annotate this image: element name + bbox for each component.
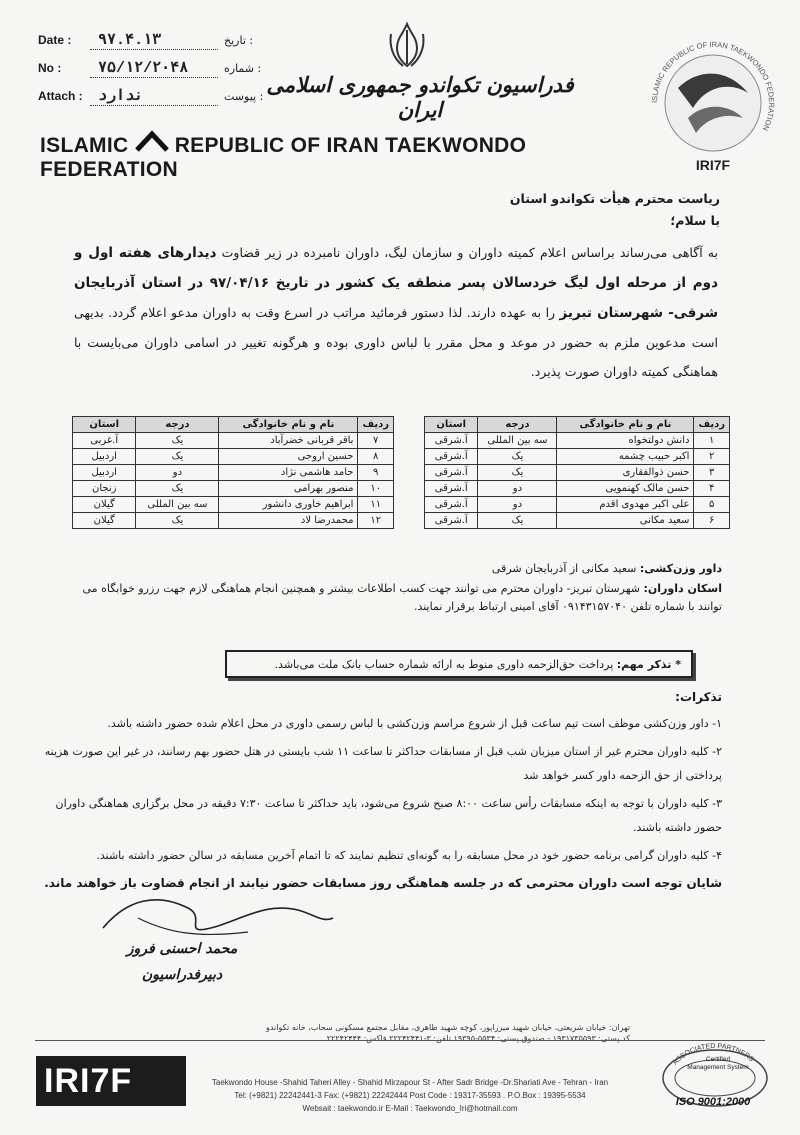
col-province: استان [73, 417, 136, 433]
cell-number: ۱۲ [358, 513, 394, 529]
final-warning: شایان توجه است داوران محترمی که در جلسه هماهنگی روز مسابقات حضور نیابند از انجام قضاوت باز خواهند ماند. [44, 876, 722, 890]
footer-fa-line1: تهران: خیابان شریعتی، خیابان شهید میرزاپور، کوچه شهید طاهری، مقابل مجتمع مسکونی سحاب، خانه تکواندو [265, 1023, 630, 1032]
cell-name: محمدرضا لاد [219, 513, 358, 529]
cell-number: ۴ [694, 481, 730, 497]
body-intro: به آگاهی می‌رساند براساس اعلام کمیته داوران و سازمان لیگ، داوران نامبرده در زیر قضاوت [221, 245, 718, 260]
col-name: نام و نام خانوادگی [557, 417, 694, 433]
table-row [425, 465, 730, 481]
cell-number: ۸ [358, 449, 394, 465]
referee-accommodation [62, 580, 722, 616]
notes-list [42, 712, 722, 872]
iran-emblem-icon [385, 20, 429, 70]
table-row [425, 449, 730, 465]
table-row [425, 513, 730, 529]
cell-grade: سه بین المللی [136, 497, 219, 513]
table-row [425, 433, 730, 449]
footer-en-line1: Taekwondo House -Shahid Taheri Alley - Shahid Mirzapour St - After Sadr Bridge -Dr.Shariati Ave - Tehran - Iran [211, 1078, 609, 1087]
footer-en-line2: Tel: (+9821) 22242441-3 Fax: (+9821) 22242444 Post Code : 19317-35593 . P.O.Box : 19395-5534 [234, 1091, 586, 1100]
footer-logo: IRI7F [36, 1056, 186, 1106]
letter-meta [38, 26, 263, 110]
cell-province: آ.شرقی [425, 481, 478, 497]
addressee [510, 188, 720, 232]
attach-label: Attach : [38, 89, 83, 103]
attach-value: ندارد [90, 86, 218, 106]
cell-province: زنجان [73, 481, 136, 497]
federation-name-en [40, 130, 660, 182]
cell-number: ۱۱ [358, 497, 394, 513]
accommodation-label: اسکان داوران: [643, 582, 722, 595]
cell-grade: یک [136, 481, 219, 497]
date-row [38, 26, 263, 54]
addressee-title: ریاست محترم هیأت تکواندو استان [509, 191, 720, 206]
letter-body [74, 238, 718, 386]
attach-row [38, 82, 263, 110]
signer-title: دبیرفدراسیون [141, 967, 223, 983]
federation-name-en-part1: ISLAMIC [40, 134, 129, 157]
federation-name-en-part2: REPUBLIC OF IRAN TAEKWONDO FEDERATION [40, 134, 527, 181]
table-row [73, 513, 394, 529]
date-value: ۹۷.۴.۱۳ [90, 30, 218, 50]
iso-system: Management System [687, 1064, 749, 1071]
cell-grade: یک [136, 449, 219, 465]
date-label: Date : [38, 33, 72, 47]
iso-ring-text: ASSOCIATED PARTNERS [671, 1042, 755, 1067]
federation-name-fa: فدراسیون تکواندو جمهوری اسلامی ایران [266, 72, 574, 122]
col-grade: درجه [478, 417, 557, 433]
referees-table-left [72, 416, 394, 529]
cell-name: حسن ذوالفقاری [557, 465, 694, 481]
cell-province: گیلان [73, 497, 136, 513]
cell-grade: یک [136, 513, 219, 529]
notes-title: تذکرات: [675, 690, 722, 704]
cell-grade: یک [478, 449, 557, 465]
note-item: ۱- داور وزن‌کشی موظف است تیم ساعت قبل از شروع مراسم وزن‌کشی با لباس رسمی داوری در محل اعلام شده حضور داشته باشد. [107, 717, 722, 730]
cell-province: آ.شرقی [425, 513, 478, 529]
cell-name: علی اکبر مهدوی اقدم [557, 497, 694, 513]
cell-grade: یک [478, 465, 557, 481]
footer-address-en [180, 1076, 640, 1115]
number-label: No : [38, 61, 62, 75]
referees-table-right [424, 416, 730, 529]
signer-name: محمد احسنی فروز [126, 941, 238, 957]
cell-number: ۲ [694, 449, 730, 465]
cell-name: ابراهیم خاوری دانشور [219, 497, 358, 513]
cell-number: ۱۰ [358, 481, 394, 497]
iso-standard: ISO 9001:2000 [675, 1096, 751, 1108]
note-item: ۳- کلیه داوران با توجه به اینکه مسابقات رأس ساعت ۸:۰۰ صبح شروع می‌شود، باید حداکثر تا ساعت ۷:۳۰ دقیقه در محل برگزاری هماهنگی داوران حضور داشته باشند. [55, 797, 722, 834]
logo-ring-text: ISLAMIC REPUBLIC OF IRAN TAEKWONDO FEDERATION [649, 39, 777, 133]
body-event: دیدارهای هفته اول و دوم از مرحله اول لیگ خردسالان پسر منطقه یک کشور در تاریخ ۹۷/۰۴/۱۶ در استان آذربایجان شرقی- شهرستان تبریز [74, 245, 718, 321]
table-row [425, 481, 730, 497]
col-name: نام و نام خانوادگی [219, 417, 358, 433]
cell-name: باقر قربانی خضرآباد [219, 433, 358, 449]
cell-province: اردبیل [73, 465, 136, 481]
col-row-number: ردیف [358, 417, 394, 433]
table-row [73, 481, 394, 497]
cell-number: ۹ [358, 465, 394, 481]
date-label-fa: تاریخ : [224, 33, 254, 47]
cell-name: اکبر حبیب چشمه [557, 449, 694, 465]
table-row [425, 497, 730, 513]
weigh-in-referee [492, 560, 722, 578]
cell-province: اردبیل [73, 449, 136, 465]
cell-number: ۳ [694, 465, 730, 481]
table-row [73, 449, 394, 465]
col-row-number: ردیف [694, 417, 730, 433]
cell-grade: دو [478, 497, 557, 513]
note-item: ۲- کلیه داوران محترم غیر از استان میزبان شب قبل از مسابقات حداکثر تا ساعت ۱۱ شب بایستی در هتل حضور بهم رسانند، در غیر این صورت هزینه پرداختی از حق الزحمه داور کسر خواهد شد [44, 745, 722, 782]
chevron-mark-icon [135, 130, 169, 158]
footer-en-line3: Websait : taekwondo.ir E-Mail : Taekwondo_Iri@hotmail.com [302, 1104, 518, 1113]
footer-fa-line2: کد پستی: ۱۹۳۱۷۳۵۵۹۳ - صندوق پستی: ۵۵۳۴-۱۹۳۹۵ تلفن: ۳-۲۲۲۴۲۴۴۱ فاکس: ۲۲۲۴۲۴۴۴ [326, 1034, 630, 1043]
number-row [38, 54, 263, 82]
notice-label: * تذکر مهم: [616, 657, 681, 671]
notice-text: پرداخت حق‌الزحمه داوری منوط به ارائه شماره حساب بانک ملت می‌باشد. [274, 657, 614, 671]
signer-block [122, 936, 242, 988]
federation-logo [648, 8, 778, 178]
table-header-row [425, 417, 730, 433]
logo-abbr: IRI7F [695, 157, 731, 173]
iso-certified: Certified [705, 1056, 731, 1063]
cell-grade: سه بین المللی [478, 433, 557, 449]
table-header-row [73, 417, 394, 433]
greeting: با سلام؛ [670, 213, 720, 228]
cell-province: آ.شرقی [425, 449, 478, 465]
cell-name: حامد هاشمی نژاد [219, 465, 358, 481]
weigh-in-label: داور وزن‌کشی: [639, 562, 722, 575]
cell-name: منصور بهرامی [219, 481, 358, 497]
important-notice-box [225, 650, 693, 678]
number-value: ۷۵/۱۲/۲۰۴۸ [90, 58, 218, 78]
cell-number: ۶ [694, 513, 730, 529]
body-instructions: را به عهده دارند. لذا دستور فرمائید مراتب در اسرع وقت به داوران مدعو اعلام گردد. بدیهی است مدعوین ملزم به حضور در موعد و محل مقرر با لباس داوری بوده و هرگونه تغییر در اسامی داوران می‌بایست با هماهنگی کمیته داوران صورت پذیرد. [74, 305, 718, 379]
cell-grade: یک [136, 433, 219, 449]
table-row [73, 433, 394, 449]
cell-province: آ.شرقی [425, 465, 478, 481]
cell-name: حسین اروجی [219, 449, 358, 465]
cell-grade: دو [136, 465, 219, 481]
cell-number: ۵ [694, 497, 730, 513]
cell-province: گیلان [73, 513, 136, 529]
cell-name: دانش دولتخواه [557, 433, 694, 449]
weigh-in-value: سعید مکانی از آذربایجان شرقی [491, 562, 637, 575]
cell-grade: یک [478, 513, 557, 529]
cell-number: ۷ [358, 433, 394, 449]
number-label-fa: شماره : [224, 61, 262, 75]
accommodation-value: شهرستان تبریز- داوران محترم می توانند جهت کسب اطلاعات بیشتر و همچنین انجام هماهنگی لازم جهت رزرو خوابگاه می توانند با شماره تلفن ۰۹۱۴۳۱۵۷۰۴۰ آقای امینی ارتباط برقرار نمایند. [82, 582, 722, 613]
attach-label-fa: پیوست : [224, 89, 264, 103]
iso-inner-text [672, 1056, 764, 1072]
cell-name: حسن مالک کهنمویی [557, 481, 694, 497]
table-row [73, 497, 394, 513]
cell-province: آ.شرقی [425, 497, 478, 513]
cell-province: آ.غربی [73, 433, 136, 449]
note-item: ۴- کلیه داوران گرامی برنامه حضور خود در محل مسابقه را به گونه‌ای تنظیم نمایند که تا اتمام آخرین مسابقه در سالن حضور داشته باشند. [96, 849, 722, 862]
table-row [73, 465, 394, 481]
cell-province: آ.شرقی [425, 433, 478, 449]
col-province: استان [425, 417, 478, 433]
cell-number: ۱ [694, 433, 730, 449]
col-grade: درجه [136, 417, 219, 433]
cell-grade: دو [478, 481, 557, 497]
cell-name: سعید مکانی [557, 513, 694, 529]
